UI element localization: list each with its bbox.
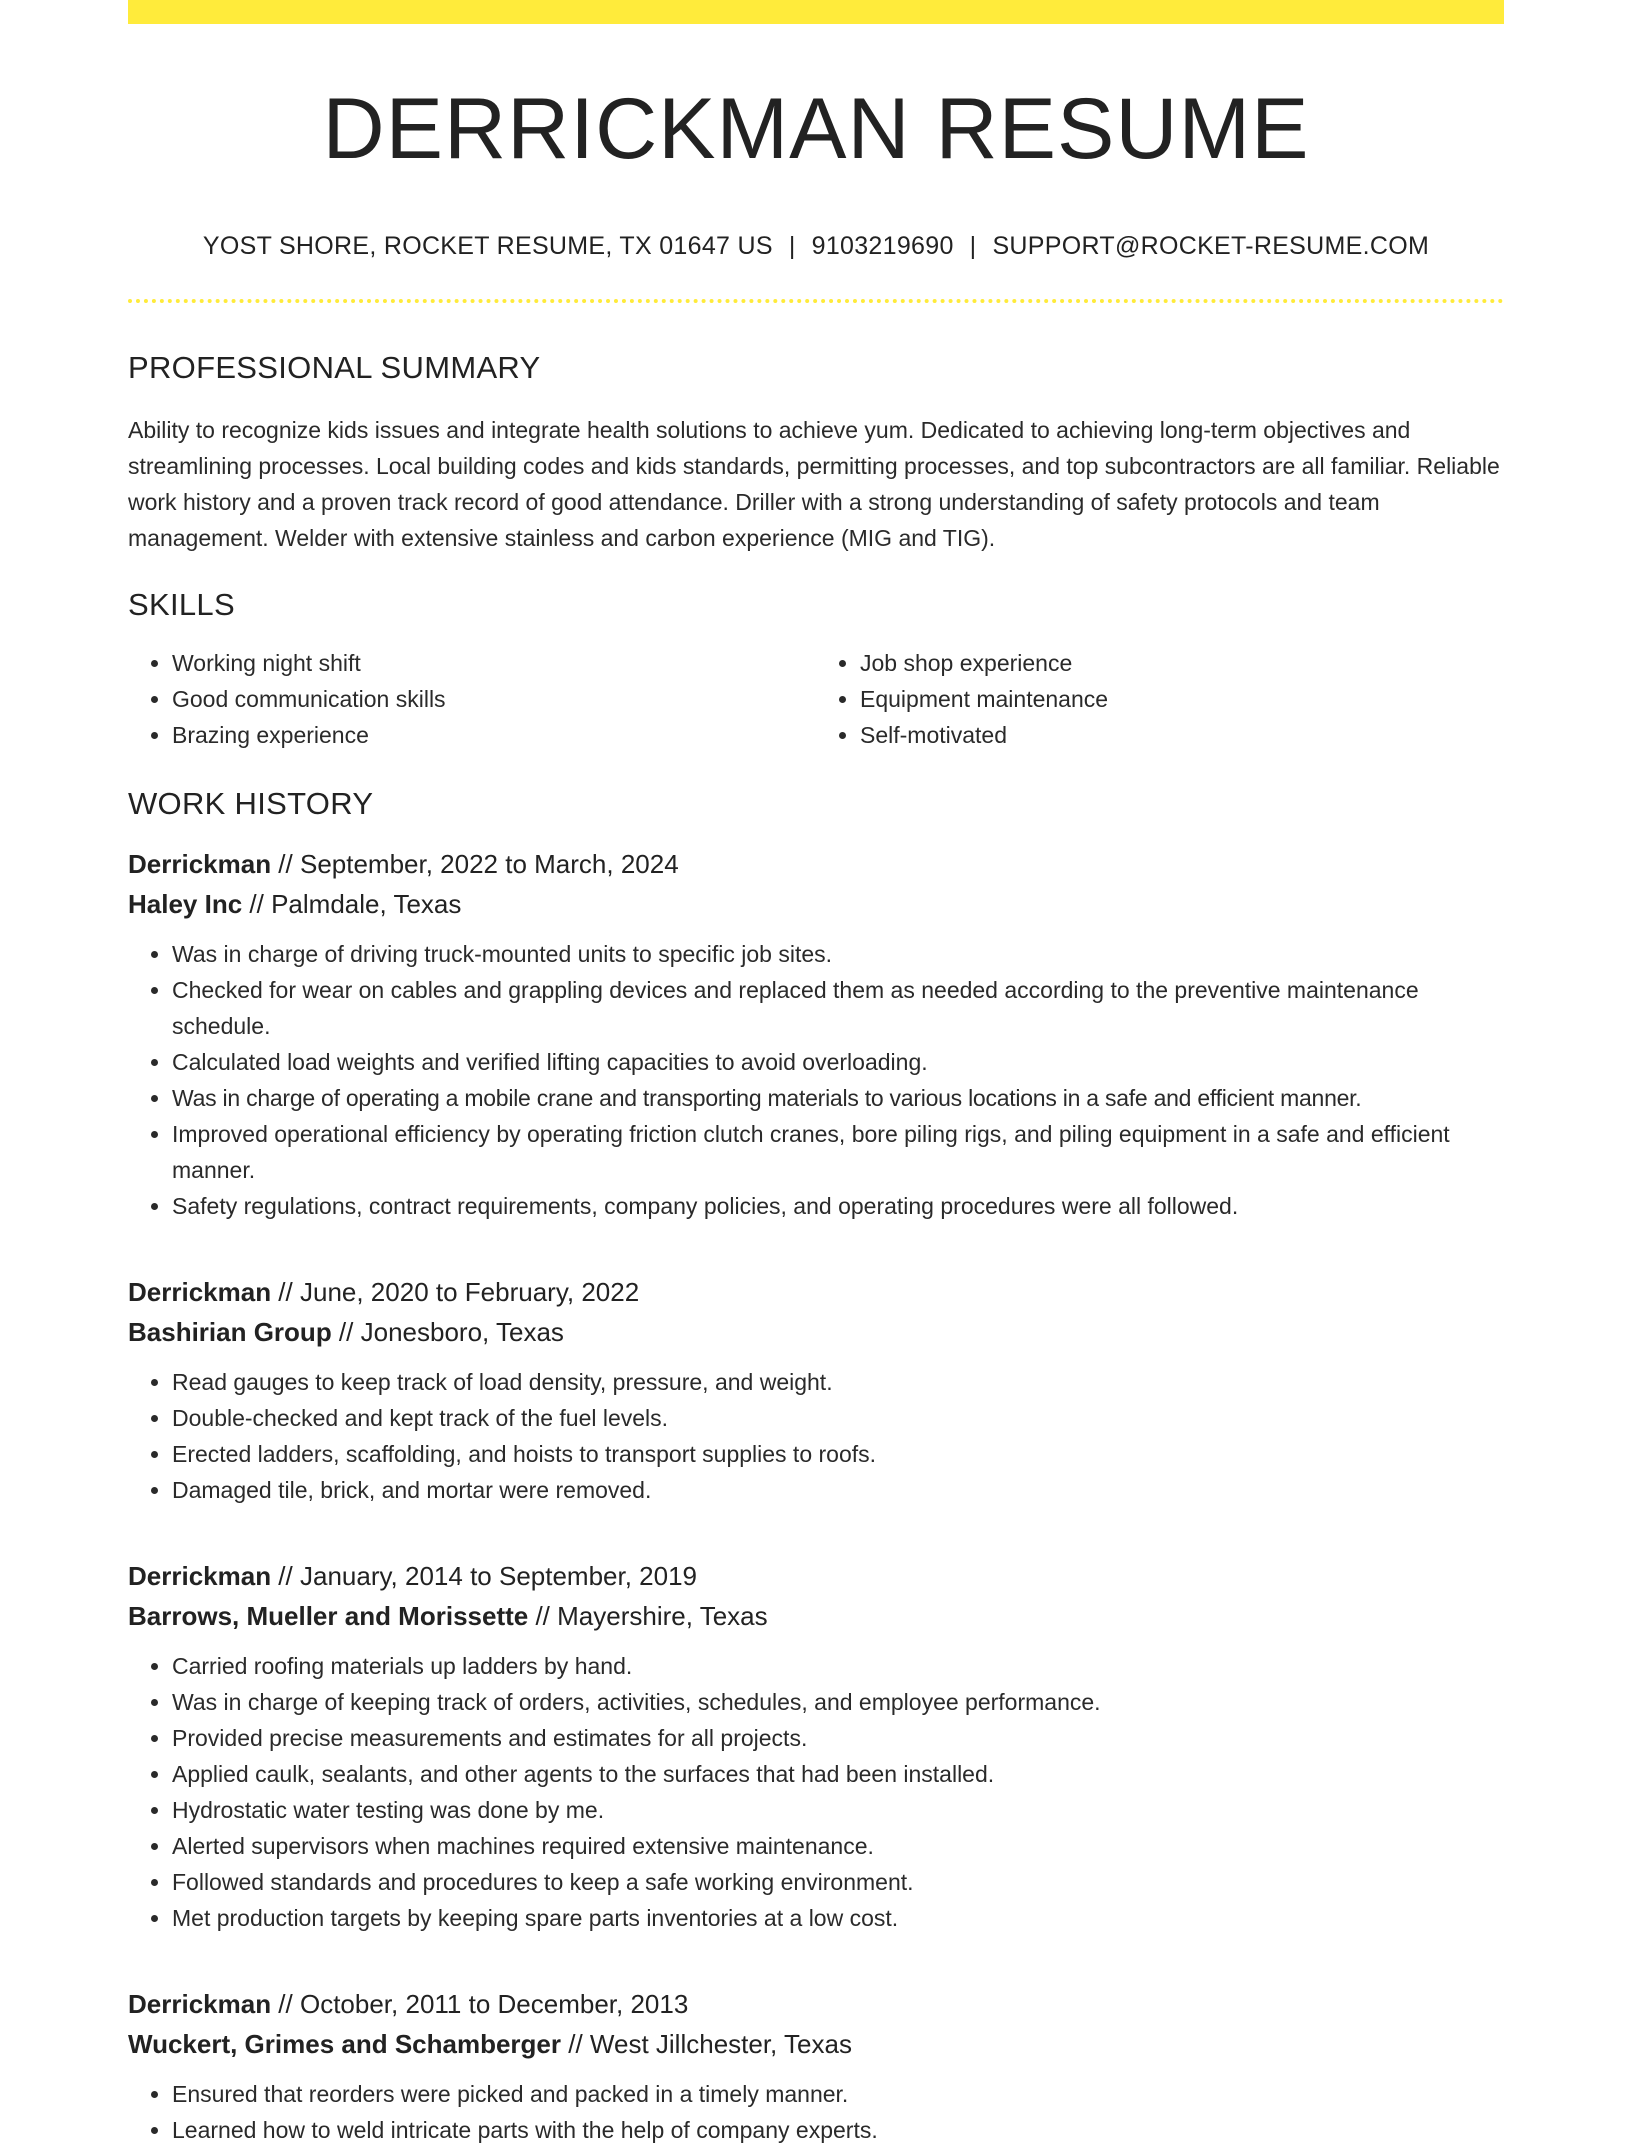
job-bullet: • Damaged tile, brick, and mortar were removed. [172, 1472, 1504, 1508]
job-bullet: • Ensured that reorders were picked and packed in a timely manner. [172, 2076, 1504, 2112]
contact-address: YOST SHORE, ROCKET RESUME, TX 01647 US [202, 231, 773, 260]
job-entry [128, 1984, 1504, 2148]
summary-title: PROFESSIONAL SUMMARY [128, 349, 541, 385]
job-bullet: • Improved operational efficiency by operating friction clutch cranes, bore piling rigs, and piling equipment in a safe and efficient manner. [172, 1116, 1504, 1188]
skill-item: • Good communication skills [172, 681, 816, 717]
job-separator: // [271, 849, 300, 880]
skills-column-right [816, 645, 1504, 753]
job-bullet: • Met production targets by keeping spare parts inventories at a low cost. [172, 1900, 1504, 1936]
dotted-divider [128, 299, 1504, 303]
contact-phone: 9103219690 [811, 231, 954, 260]
job-dates: June, 2020 to February, 2022 [299, 1277, 640, 1308]
resume-page [128, 0, 1504, 2148]
skills-list [128, 645, 1504, 753]
job-bullets [128, 1648, 1504, 1936]
job-position-line [128, 1984, 1504, 2024]
job-company-line [128, 884, 1504, 924]
job-bullet: • Double-checked and kept track of the fuel levels. [172, 1400, 1504, 1436]
skill-item: • Brazing experience [172, 717, 816, 753]
job-company-line [128, 1312, 1504, 1352]
resume-name: DERRICKMAN RESUME [322, 81, 1310, 177]
job-position: Derrickman [128, 1277, 272, 1308]
job-bullet: • Checked for wear on cables and grappling devices and replaced them as needed according to the preventive maintenance schedule. [172, 972, 1504, 1044]
job-separator: // [242, 889, 272, 920]
job-location: Jonesboro, Texas [360, 1317, 564, 1348]
job-bullet: • Provided precise measurements and estimates for all projects. [172, 1720, 1504, 1756]
job-separator: // [561, 2029, 590, 2060]
job-entry [128, 844, 1504, 1224]
contact-separator: | [788, 231, 796, 260]
job-bullet: • Learned how to weld intricate parts with the help of company experts. [172, 2112, 1504, 2148]
job-company-line [128, 2024, 1504, 2064]
job-dates: September, 2022 to March, 2024 [299, 849, 679, 880]
job-position-line [128, 1556, 1504, 1596]
job-company-line [128, 1596, 1504, 1636]
work-history-title: WORK HISTORY [128, 786, 374, 822]
job-position-line [128, 1272, 1504, 1312]
summary-text: Ability to recognize kids issues and integrate health solutions to achieve yum. Dedicated to achieving long-term objectives and streamlining processes. Local building codes and kids standards, permitting processes, and top subcontractors are all familiar. Reliable work history and a proven track record of good attendance. Driller with a strong understanding of safety protocols and team management. Welder with extensive stainless and carbon experience (MIG and TIG). [128, 417, 1500, 552]
job-company: Barrows, Mueller and Morissette [128, 1601, 529, 1632]
job-company: Haley Inc [128, 889, 243, 920]
job-bullet: • Applied caulk, sealants, and other agents to the surfaces that had been installed. [172, 1756, 1504, 1792]
skills-title: SKILLS [128, 587, 235, 623]
job-bullet: • Safety regulations, contract requirements, company policies, and operating procedures were all followed. [172, 1188, 1504, 1224]
skill-item: • Working night shift [172, 645, 816, 681]
job-bullet: • Alerted supervisors when machines required extensive maintenance. [172, 1828, 1504, 1864]
skill-item: • Equipment maintenance [860, 681, 1504, 717]
job-position: Derrickman [128, 849, 272, 880]
job-separator: // [271, 1277, 300, 1308]
job-location: Mayershire, Texas [557, 1601, 768, 1632]
contact-separator: | [969, 231, 977, 260]
job-entry [128, 1556, 1504, 1936]
job-location: West Jillchester, Texas [589, 2029, 852, 2060]
job-bullet: • Calculated load weights and verified lifting capacities to avoid overloading. [172, 1044, 1504, 1080]
job-bullets [128, 2076, 1504, 2148]
job-bullet: • Was in charge of driving truck-mounted units to specific job sites. [172, 936, 1504, 972]
job-company: Wuckert, Grimes and Schamberger [128, 2029, 562, 2060]
job-bullet: • Followed standards and procedures to keep a safe working environment. [172, 1864, 1504, 1900]
job-dates: January, 2014 to September, 2019 [299, 1561, 698, 1592]
job-bullet: • Read gauges to keep track of load density, pressure, and weight. [172, 1364, 1504, 1400]
job-position: Derrickman [128, 1989, 272, 2020]
contact-email: SUPPORT@ROCKET-RESUME.COM [992, 231, 1430, 260]
job-bullets [128, 1364, 1504, 1508]
accent-top-bar [128, 0, 1504, 24]
skill-item: • Job shop experience [860, 645, 1504, 681]
job-bullet: • Carried roofing materials up ladders by hand. [172, 1648, 1504, 1684]
skills-column-left [128, 645, 816, 753]
job-position: Derrickman [128, 1561, 272, 1592]
job-bullet: • Hydrostatic water testing was done by me. [172, 1792, 1504, 1828]
job-position-line [128, 844, 1504, 884]
job-separator: // [331, 1317, 361, 1348]
job-company: Bashirian Group [128, 1317, 332, 1348]
job-location: Palmdale, Texas [271, 889, 462, 920]
job-bullet: • Erected ladders, scaffolding, and hoists to transport supplies to roofs. [172, 1436, 1504, 1472]
contact-line [128, 231, 1504, 261]
skill-item: • Self-motivated [860, 717, 1504, 753]
job-bullet: • Was in charge of operating a mobile crane and transporting materials to various locations in a safe and efficient manner. [172, 1080, 1504, 1116]
job-bullet: • Was in charge of keeping track of orders, activities, schedules, and employee performance. [172, 1684, 1504, 1720]
job-dates: October, 2011 to December, 2013 [299, 1989, 689, 2020]
job-separator: // [271, 1989, 300, 2020]
job-separator: // [528, 1601, 558, 1632]
job-bullets [128, 936, 1504, 1224]
job-separator: // [271, 1561, 300, 1592]
job-entry [128, 1272, 1504, 1508]
